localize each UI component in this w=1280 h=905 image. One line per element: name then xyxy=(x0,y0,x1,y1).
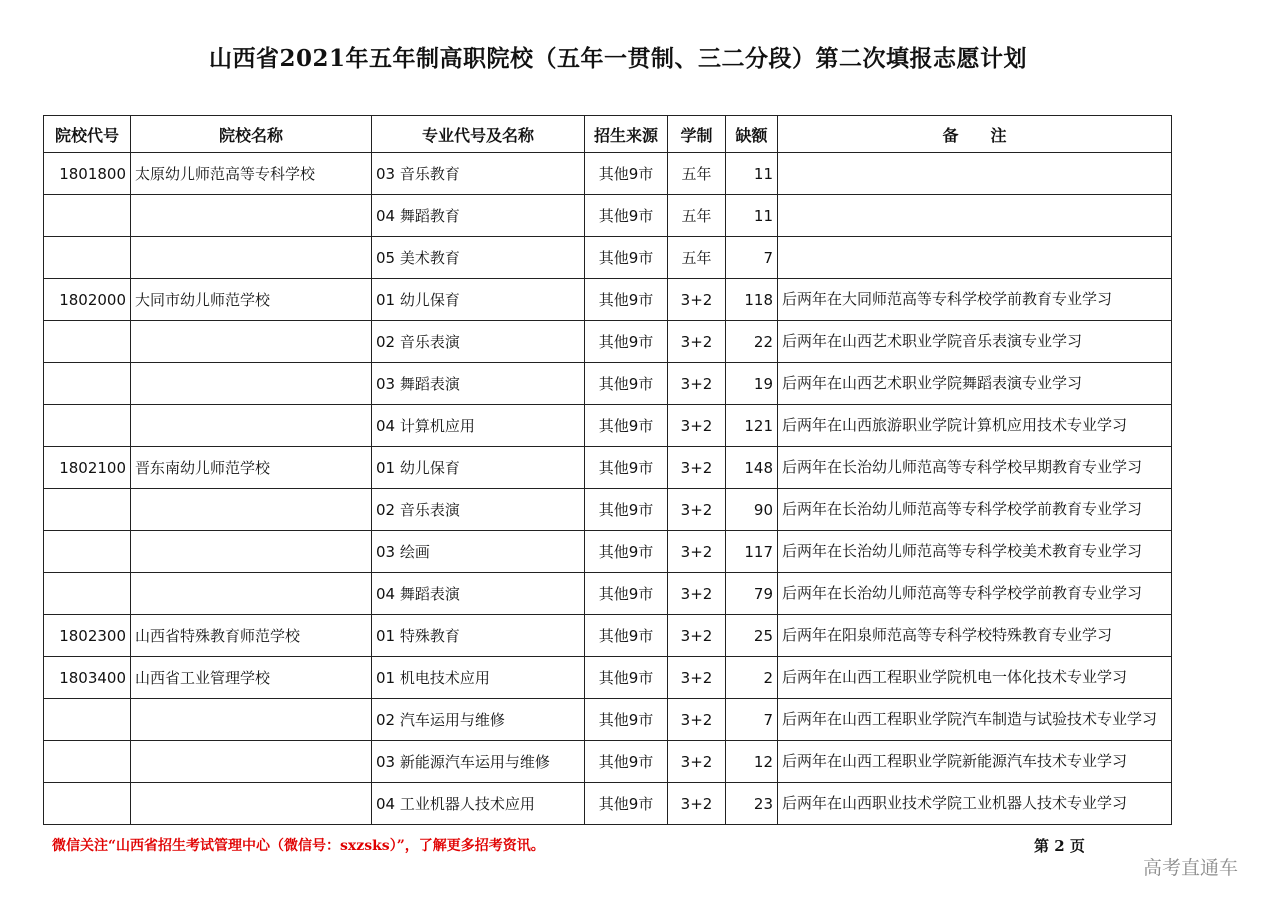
cell-code xyxy=(44,363,131,405)
table-row xyxy=(44,573,1172,615)
table-row xyxy=(44,741,1172,783)
cell-vacancy: 22 xyxy=(726,321,778,363)
cell-note: 后两年在大同师范高等专科学校学前教育专业学习 xyxy=(778,279,1172,321)
table-row xyxy=(44,783,1172,825)
cell-school-name xyxy=(131,489,372,531)
cell-code: 1802100 xyxy=(44,447,131,489)
cell-note xyxy=(778,237,1172,279)
cell-years: 3+2 xyxy=(668,657,726,699)
table-row xyxy=(44,615,1172,657)
cell-note: 后两年在山西工程职业学院机电一体化技术专业学习 xyxy=(778,657,1172,699)
cell-years: 3+2 xyxy=(668,489,726,531)
cell-source: 其他9市 xyxy=(585,279,668,321)
cell-code: 1802300 xyxy=(44,615,131,657)
cell-years: 3+2 xyxy=(668,447,726,489)
cell-school-name xyxy=(131,195,372,237)
cell-school-name xyxy=(131,237,372,279)
cell-years: 五年 xyxy=(668,195,726,237)
cell-source: 其他9市 xyxy=(585,195,668,237)
cell-source: 其他9市 xyxy=(585,657,668,699)
cell-years: 3+2 xyxy=(668,363,726,405)
wechat-notice: 微信关注“山西省招生考试管理中心（微信号：sxzsks）”，了解更多招考资讯。 xyxy=(52,838,545,854)
cell-note: 后两年在长治幼儿师范高等专科学校美术教育专业学习 xyxy=(778,531,1172,573)
table-row xyxy=(44,699,1172,741)
cell-source: 其他9市 xyxy=(585,615,668,657)
cell-note: 后两年在阳泉师范高等专科学校特殊教育专业学习 xyxy=(778,615,1172,657)
cell-note: 后两年在山西职业技术学院工业机器人技术专业学习 xyxy=(778,783,1172,825)
cell-years: 3+2 xyxy=(668,279,726,321)
cell-years: 3+2 xyxy=(668,699,726,741)
header-vacancy: 缺额 xyxy=(726,116,778,153)
cell-source: 其他9市 xyxy=(585,363,668,405)
page-title: 山西省2021年五年制高职院校（五年一贯制、三二分段）第二次填报志愿计划 xyxy=(208,45,1027,72)
cell-vacancy: 11 xyxy=(726,195,778,237)
cell-major: 05 美术教育 xyxy=(372,237,585,279)
cell-major: 01 幼儿保育 xyxy=(372,279,585,321)
cell-years: 3+2 xyxy=(668,573,726,615)
cell-major: 03 舞蹈表演 xyxy=(372,363,585,405)
cell-source: 其他9市 xyxy=(585,321,668,363)
cell-code xyxy=(44,195,131,237)
cell-major: 03 新能源汽车运用与维修 xyxy=(372,741,585,783)
cell-major: 02 汽车运用与维修 xyxy=(372,699,585,741)
cell-code xyxy=(44,321,131,363)
cell-note: 后两年在山西艺术职业学院音乐表演专业学习 xyxy=(778,321,1172,363)
cell-code: 1803400 xyxy=(44,657,131,699)
cell-major: 02 音乐表演 xyxy=(372,321,585,363)
cell-code xyxy=(44,573,131,615)
cell-source: 其他9市 xyxy=(585,153,668,195)
cell-major: 04 工业机器人技术应用 xyxy=(372,783,585,825)
watermark: 高考直通车 xyxy=(1143,857,1239,879)
cell-school-name: 山西省特殊教育师范学校 xyxy=(131,615,372,657)
cell-source: 其他9市 xyxy=(585,741,668,783)
table-row xyxy=(44,153,1172,195)
cell-note: 后两年在山西工程职业学院新能源汽车技术专业学习 xyxy=(778,741,1172,783)
cell-school-name: 晋东南幼儿师范学校 xyxy=(131,447,372,489)
cell-school-name xyxy=(131,321,372,363)
cell-source: 其他9市 xyxy=(585,699,668,741)
cell-school-name xyxy=(131,573,372,615)
cell-school-name: 大同市幼儿师范学校 xyxy=(131,279,372,321)
cell-years: 3+2 xyxy=(668,405,726,447)
cell-school-name xyxy=(131,531,372,573)
header-years: 学制 xyxy=(668,116,726,153)
table-row xyxy=(44,237,1172,279)
cell-school-name: 山西省工业管理学校 xyxy=(131,657,372,699)
cell-years: 3+2 xyxy=(668,531,726,573)
page-number: 第 2 页 xyxy=(1034,837,1085,855)
cell-school-name xyxy=(131,699,372,741)
table-row xyxy=(44,657,1172,699)
table-row xyxy=(44,195,1172,237)
cell-school-name xyxy=(131,363,372,405)
cell-vacancy: 118 xyxy=(726,279,778,321)
cell-school-name xyxy=(131,405,372,447)
cell-years: 3+2 xyxy=(668,321,726,363)
cell-code xyxy=(44,699,131,741)
cell-school-name xyxy=(131,741,372,783)
cell-major: 01 特殊教育 xyxy=(372,615,585,657)
cell-vacancy: 19 xyxy=(726,363,778,405)
header-source: 招生来源 xyxy=(585,116,668,153)
header-major: 专业代号及名称 xyxy=(372,116,585,153)
cell-code xyxy=(44,489,131,531)
cell-vacancy: 117 xyxy=(726,531,778,573)
cell-vacancy: 23 xyxy=(726,783,778,825)
cell-source: 其他9市 xyxy=(585,447,668,489)
cell-code: 1802000 xyxy=(44,279,131,321)
cell-years: 3+2 xyxy=(668,741,726,783)
cell-note: 后两年在山西工程职业学院汽车制造与试验技术专业学习 xyxy=(778,699,1172,741)
cell-vacancy: 90 xyxy=(726,489,778,531)
table-row xyxy=(44,447,1172,489)
table-row xyxy=(44,321,1172,363)
cell-major: 04 舞蹈教育 xyxy=(372,195,585,237)
cell-source: 其他9市 xyxy=(585,573,668,615)
cell-major: 04 舞蹈表演 xyxy=(372,573,585,615)
cell-source: 其他9市 xyxy=(585,783,668,825)
cell-note: 后两年在长治幼儿师范高等专科学校学前教育专业学习 xyxy=(778,489,1172,531)
cell-major: 03 音乐教育 xyxy=(372,153,585,195)
cell-major: 01 幼儿保育 xyxy=(372,447,585,489)
table-row xyxy=(44,405,1172,447)
cell-note: 后两年在长治幼儿师范高等专科学校学前教育专业学习 xyxy=(778,573,1172,615)
cell-source: 其他9市 xyxy=(585,405,668,447)
cell-vacancy: 2 xyxy=(726,657,778,699)
cell-years: 五年 xyxy=(668,153,726,195)
cell-vacancy: 121 xyxy=(726,405,778,447)
cell-major: 04 计算机应用 xyxy=(372,405,585,447)
cell-vacancy: 7 xyxy=(726,237,778,279)
cell-vacancy: 79 xyxy=(726,573,778,615)
cell-major: 02 音乐表演 xyxy=(372,489,585,531)
cell-note: 后两年在长治幼儿师范高等专科学校早期教育专业学习 xyxy=(778,447,1172,489)
cell-source: 其他9市 xyxy=(585,237,668,279)
cell-note xyxy=(778,153,1172,195)
cell-note xyxy=(778,195,1172,237)
cell-years: 五年 xyxy=(668,237,726,279)
cell-source: 其他9市 xyxy=(585,489,668,531)
table-row xyxy=(44,531,1172,573)
cell-code: 1801800 xyxy=(44,153,131,195)
cell-note: 后两年在山西旅游职业学院计算机应用技术专业学习 xyxy=(778,405,1172,447)
cell-major: 03 绘画 xyxy=(372,531,585,573)
table-row xyxy=(44,363,1172,405)
cell-note: 后两年在山西艺术职业学院舞蹈表演专业学习 xyxy=(778,363,1172,405)
cell-code xyxy=(44,531,131,573)
cell-major: 01 机电技术应用 xyxy=(372,657,585,699)
header-name: 院校名称 xyxy=(131,116,372,153)
table-header-row xyxy=(44,116,1172,153)
cell-vacancy: 11 xyxy=(726,153,778,195)
cell-vacancy: 12 xyxy=(726,741,778,783)
table-row xyxy=(44,279,1172,321)
cell-code xyxy=(44,783,131,825)
header-code: 院校代号 xyxy=(44,116,131,153)
cell-code xyxy=(44,237,131,279)
cell-school-name xyxy=(131,783,372,825)
cell-code xyxy=(44,405,131,447)
header-note: 备 注 xyxy=(778,116,1172,153)
cell-vacancy: 7 xyxy=(726,699,778,741)
cell-vacancy: 25 xyxy=(726,615,778,657)
table-row xyxy=(44,489,1172,531)
cell-vacancy: 148 xyxy=(726,447,778,489)
cell-code xyxy=(44,741,131,783)
cell-years: 3+2 xyxy=(668,615,726,657)
plan-table xyxy=(43,115,1172,825)
cell-school-name: 太原幼儿师范高等专科学校 xyxy=(131,153,372,195)
cell-source: 其他9市 xyxy=(585,531,668,573)
cell-years: 3+2 xyxy=(668,783,726,825)
